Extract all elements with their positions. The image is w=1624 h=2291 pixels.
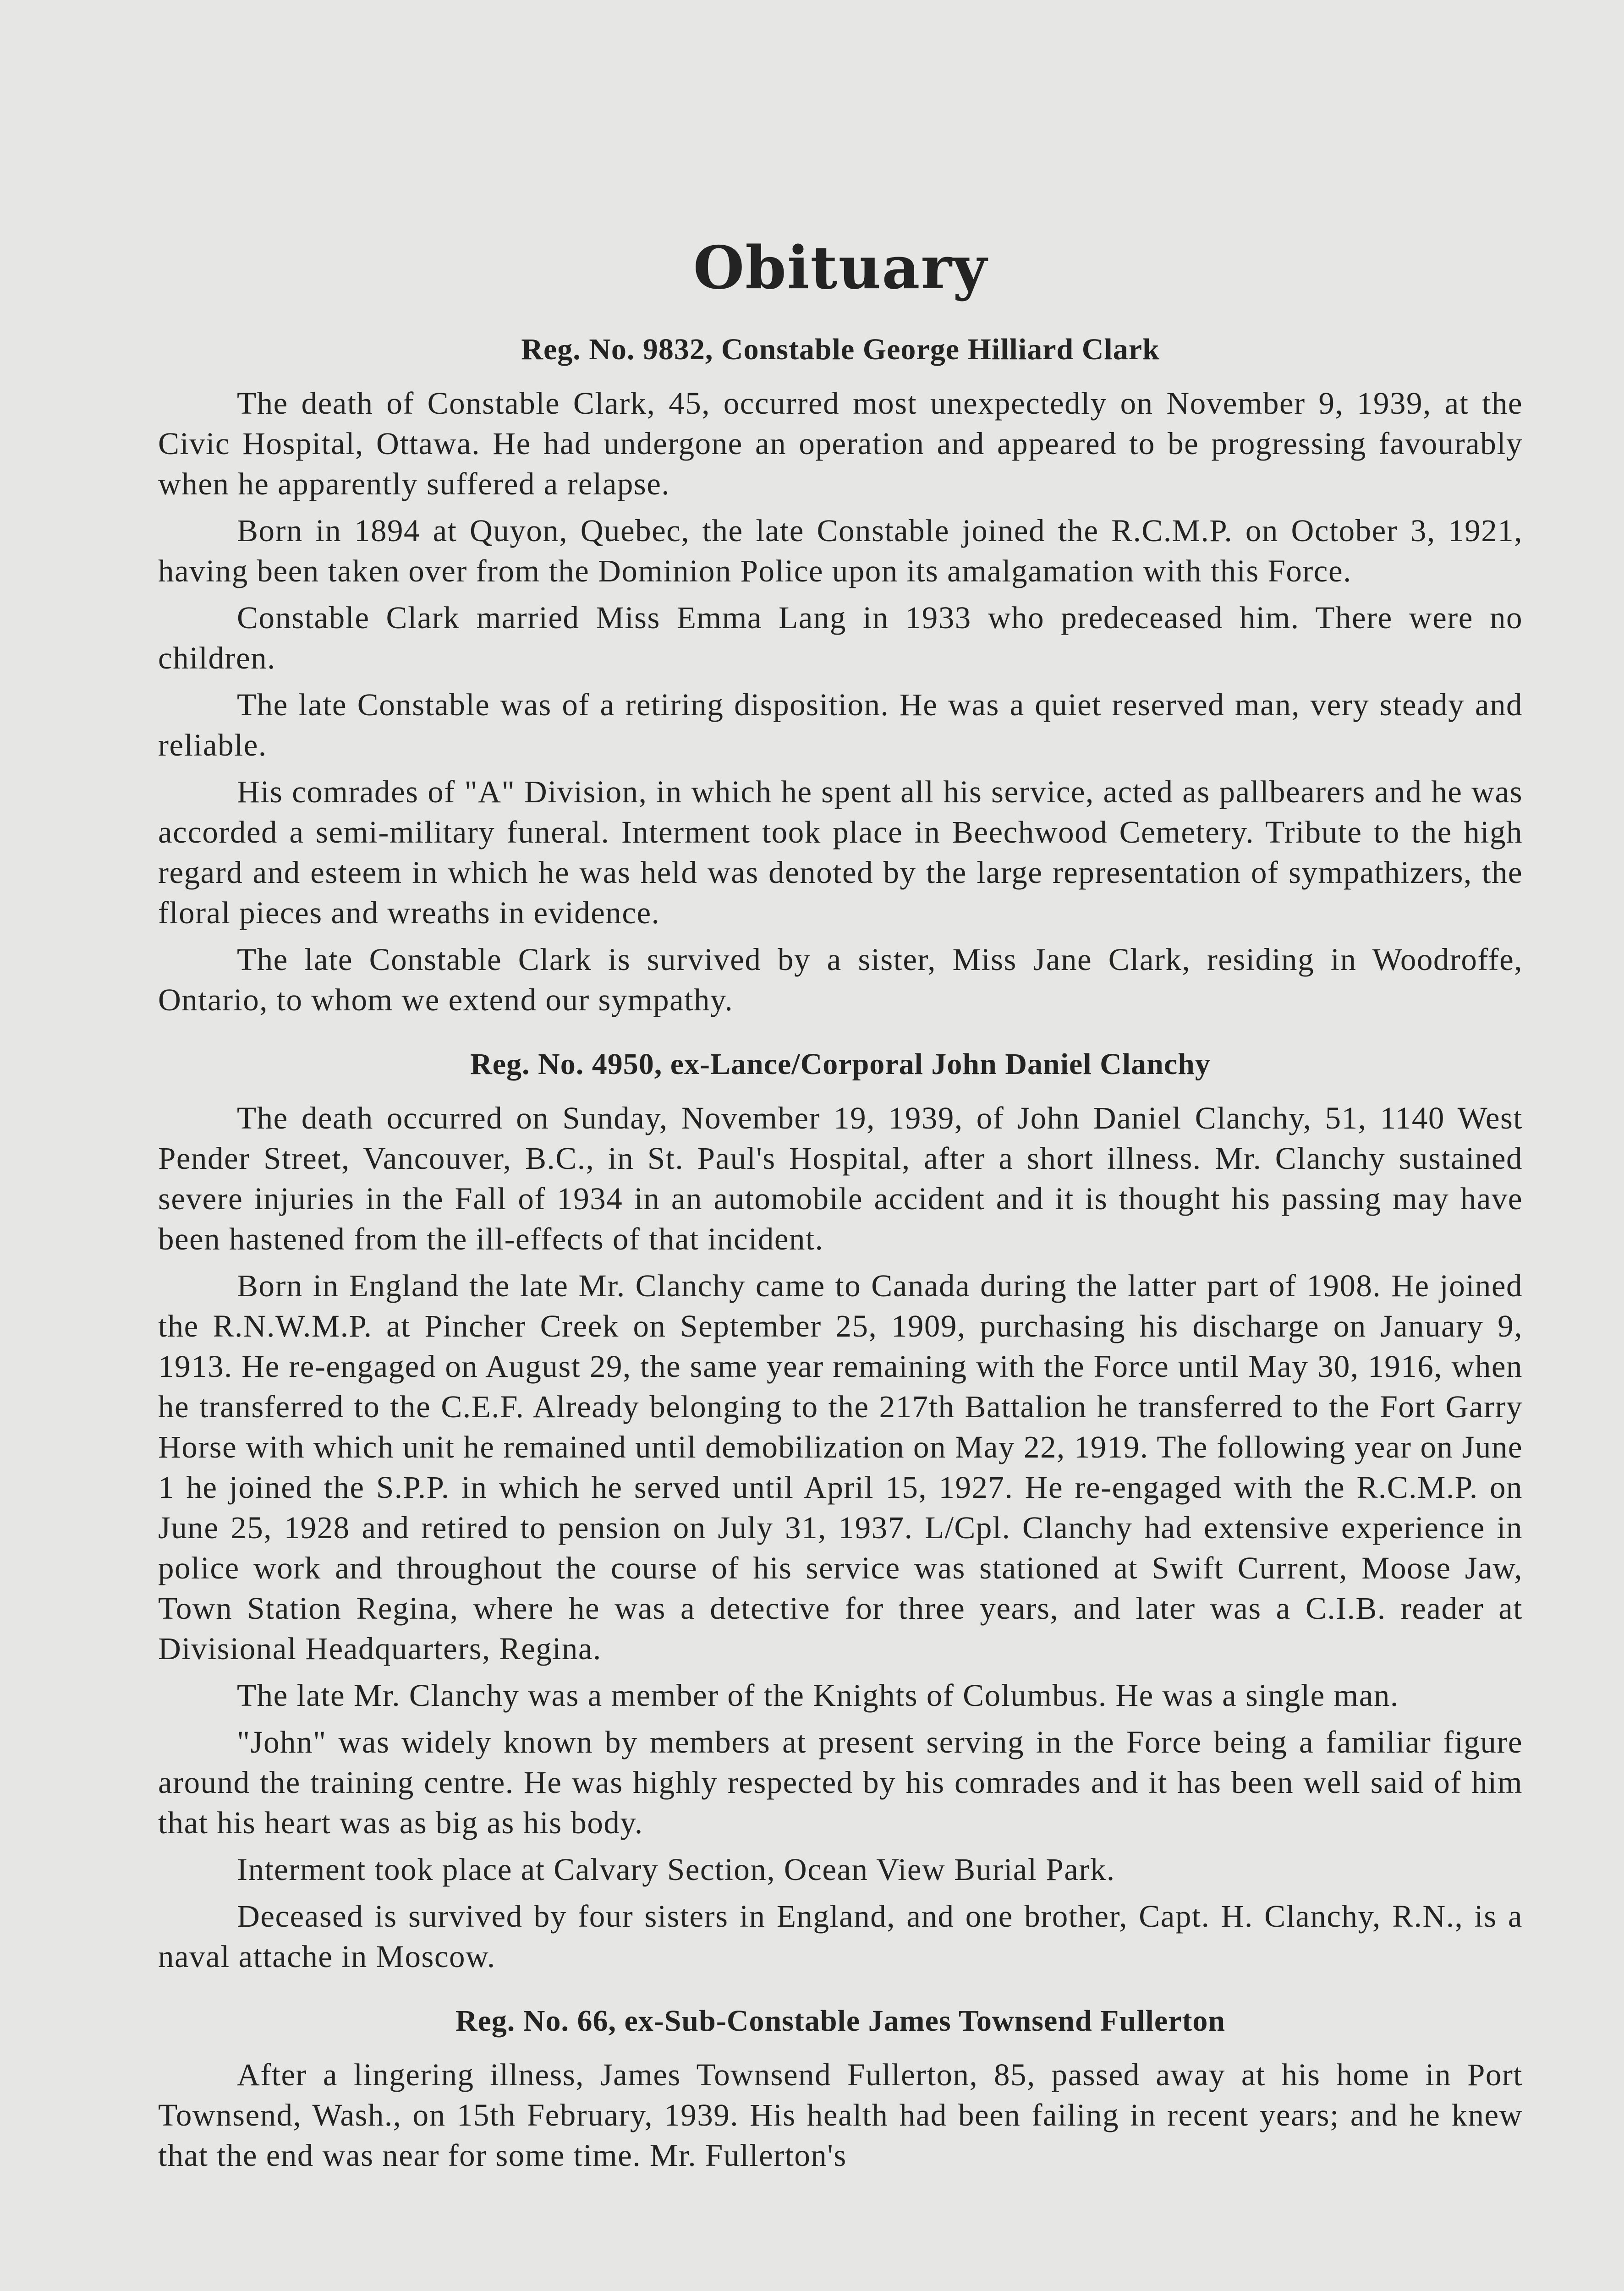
obituary-entry-clanchy [158, 1044, 1523, 1977]
paragraph: Deceased is survived by four sisters in England, and one brother, Capt. H. Clanchy, R.N., is a naval attache in Moscow. [158, 1899, 1523, 1974]
paragraph: Born in England the late Mr. Clanchy came to Canada during the latter part of 1908. He joined the R.N.W.M.P. at Pincher Creek on September 25, 1909, purchasing his discharge on January 9, 1913. He re-engaged on August 29, the same year remaining with the Force until May 30, 1916, when he transferred to the C.E.F. Already belonging to the 217th Battalion he transferred to the Fort Garry Horse with which unit he remained until demobilization on May 22, 1919. The following year on June 1 he joined the S.P.P. in which he served until April 15, 1927. He re-engaged with the R.C.M.P. on June 25, 1928 and retired to pension on July 31, 1937. L/Cpl. Clanchy had extensive experience in police work and throughout the course of his service was stationed at Swift Current, Moose Jaw, Town Station Regina, where he was a detective for three years, and later was a C.I.B. reader at Divisional Headquarters, Regina. [158, 1268, 1523, 1666]
obituary-entry-clark [158, 329, 1523, 1020]
entry-heading: Reg. No. 9832, Constable George Hilliard Clark [521, 333, 1160, 366]
entry-heading: Reg. No. 4950, ex-Lance/Corporal John Daniel Clanchy [470, 1047, 1211, 1081]
paragraph: "John" was widely known by members at present serving in the Force being a familiar figure around the training centre. He was highly respected by his comrades and it has been well said of him that his heart was as big as his body. [158, 1725, 1523, 1840]
paragraph: The death of Constable Clark, 45, occurred most unexpectedly on November 9, 1939, at the Civic Hospital, Ottawa. He had undergone an operation and appeared to be progressing favourably when he apparently suffered a relapse. [158, 386, 1523, 501]
paragraph: His comrades of "A" Division, in which he spent all his service, acted as pallbearers and he was accorded a semi-military funeral. Interment took place in Beechwood Cemetery. Tribute to the high regard and esteem in which he was held was denoted by the large representation of sympathizers, the floral pieces and wreaths in evidence. [158, 774, 1523, 930]
paragraph: Constable Clark married Miss Emma Lang in 1933 who predeceased him. There were no children. [158, 600, 1523, 675]
paragraph: Born in 1894 at Quyon, Quebec, the late Constable joined the R.C.M.P. on October 3, 1921, having been taken over from the Dominion Police upon its amalgamation with this Force. [158, 513, 1523, 588]
paragraph: Interment took place at Calvary Section, Ocean View Burial Park. [237, 1852, 1115, 1887]
paragraph: The late Constable was of a retiring disposition. He was a quiet reserved man, very steady and reliable. [158, 687, 1523, 762]
paragraph: The late Constable Clark is survived by a sister, Miss Jane Clark, residing in Woodroffe, Ontario, to whom we extend our sympathy. [158, 942, 1523, 1017]
page-title: Obituary [693, 234, 988, 302]
obituary-page [158, 234, 1523, 2182]
obituary-entry-fullerton [158, 2001, 1523, 2176]
paragraph: After a lingering illness, James Townsend Fullerton, 85, passed away at his home in Port Townsend, Wash., on 15th February, 1939. His health had been failing in recent years; and he knew that the end was near for some time. Mr. Fullerton's [158, 2057, 1523, 2173]
entry-heading: Reg. No. 66, ex-Sub-Constable James Townsend Fullerton [455, 2004, 1226, 2038]
paragraph: The death occurred on Sunday, November 19, 1939, of John Daniel Clanchy, 51, 1140 West Pender Street, Vancouver, B.C., in St. Paul's Hospital, after a short illness. Mr. Clanchy sustained severe injuries in the Fall of 1934 in an automobile accident and it is thought his passing may have been hastened from the ill-effects of that incident. [158, 1101, 1523, 1256]
paragraph: The late Mr. Clanchy was a member of the Knights of Columbus. He was a single man. [237, 1678, 1399, 1713]
